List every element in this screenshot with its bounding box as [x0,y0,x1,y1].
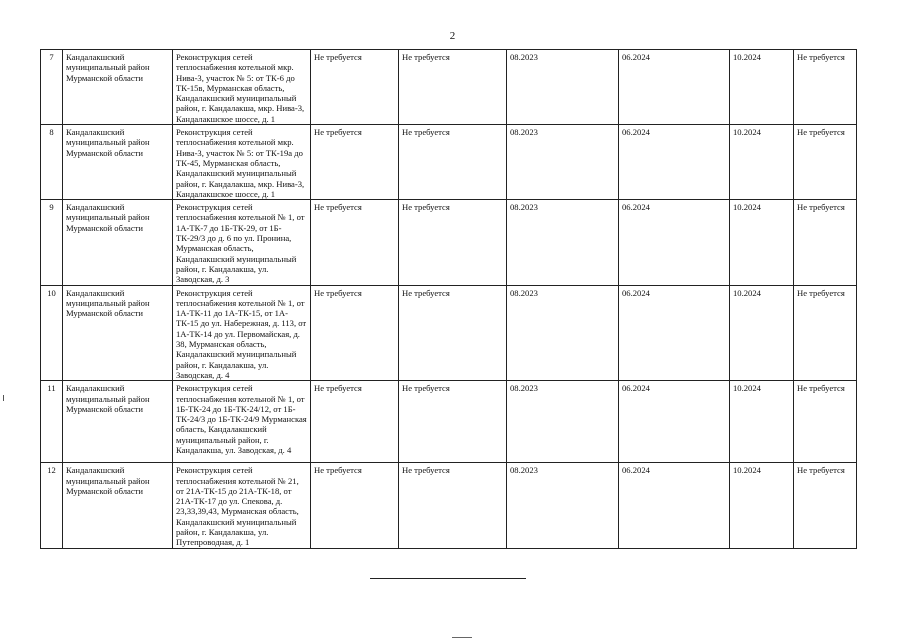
status-cell: Не требуется [311,125,399,200]
date-cell: 10.2024 [730,285,794,381]
page-number: 2 [449,30,456,42]
status-cell: Не требуется [311,381,399,463]
status-cell: Не требуется [794,285,857,381]
object-cell: Реконструкция сетей теплоснабжения котельной № 21, от 21А-ТК-15 до 21А-ТК-18, от 21А-ТК-17 до ул. Спекова, д. 23,33,39,43, Мурманская область, Кандалакшский муниципальный район, г. Кандалакша, ул. Путепроводная, д. 1 [173,463,311,548]
object-cell: Реконструкция сетей теплоснабжения котельной мкр. Нива-3, участок № 5: от ТК-19а до ТК-45, Мурманская область, Кандалакшский муниципальный район, г. Кандалакша, мкр. Нива-3, Кандалакшское шоссе, д. 1 [173,125,311,200]
status-cell: Не требуется [399,50,507,125]
status-cell: Не требуется [794,125,857,200]
municipality-cell: Кандалакшский муниципальный район Мурманской области [63,200,173,285]
status-cell: Не требуется [399,200,507,285]
status-cell: Не требуется [399,125,507,200]
object-cell: Реконструкция сетей теплоснабжения котельной № 1, от 1А-ТК-11 до 1А-ТК-15, от 1А-ТК-15 до ул. Набережная, д. 113, от 1А-ТК-14 до ул. Первомайская, д. 38, Мурманская область, Кандалакшский муниципальный район, г. Кандалакша, ул. Заводская, д. 4 [173,285,311,381]
row-number: 9 [41,200,63,285]
date-cell: 10.2024 [730,125,794,200]
date-cell: 10.2024 [730,381,794,463]
date-cell: 06.2024 [619,463,730,548]
footer-rule [370,578,526,579]
status-cell: Не требуется [794,200,857,285]
table-row [41,50,857,125]
date-cell: 08.2023 [507,285,619,381]
status-cell: Не требуется [399,381,507,463]
municipality-cell: Кандалакшский муниципальный район Мурманской области [63,285,173,381]
date-cell: 08.2023 [507,381,619,463]
schedule-table [40,49,857,549]
row-number: 7 [41,50,63,125]
status-cell: Не требуется [399,463,507,548]
row-number: 11 [41,381,63,463]
table-row [41,125,857,200]
date-cell: 08.2023 [507,200,619,285]
date-cell: 08.2023 [507,125,619,200]
date-cell: 08.2023 [507,50,619,125]
municipality-cell: Кандалакшский муниципальный район Мурманской области [63,50,173,125]
status-cell: Не требуется [794,463,857,548]
status-cell: Не требуется [794,381,857,463]
status-cell: Не требуется [794,50,857,125]
table-row [41,463,857,548]
status-cell: Не требуется [311,463,399,548]
date-cell: 10.2024 [730,200,794,285]
date-cell: 06.2024 [619,381,730,463]
object-cell: Реконструкция сетей теплоснабжения котельной № 1, от 1А-ТК-7 до 1Б-ТК-29, от 1Б-ТК-29/3 до д. 6 по ул. Пронина, Мурманская область, Кандалакшский муниципальный район, г. Кандалакша, ул. Заводская, д. 3 [173,200,311,285]
municipality-cell: Кандалакшский муниципальный район Мурманской области [63,125,173,200]
margin-mark [3,395,4,401]
object-cell: Реконструкция сетей теплоснабжения котельной № 1, от 1Б-ТК-24 до 1Б-ТК-24/12, от 1Б-ТК-24/3 до 1Б-ТК-24/9 Мурманская область, Кандалакшский муниципальный район, г. Кандалакша, ул. Заводская, д. 4 [173,381,311,463]
date-cell: 10.2024 [730,463,794,548]
table-row [41,381,857,463]
date-cell: 08.2023 [507,463,619,548]
object-cell: Реконструкция сетей теплоснабжения котельной мкр. Нива-3, участок № 5: от ТК-6 до ТК-15в, Мурманская область, Кандалакшский муниципальный район, г. Кандалакша, мкр. Нива-3, Кандалакшское шоссе, д. 1 [173,50,311,125]
status-cell: Не требуется [311,200,399,285]
status-cell: Не требуется [311,285,399,381]
date-cell: 06.2024 [619,285,730,381]
municipality-cell: Кандалакшский муниципальный район Мурманской области [63,463,173,548]
row-number: 8 [41,125,63,200]
table-row [41,285,857,381]
date-cell: 10.2024 [730,50,794,125]
date-cell: 06.2024 [619,200,730,285]
date-cell: 06.2024 [619,50,730,125]
table-row [41,200,857,285]
status-cell: Не требуется [399,285,507,381]
bottom-edge-mark [452,637,472,641]
row-number: 10 [41,285,63,381]
date-cell: 06.2024 [619,125,730,200]
municipality-cell: Кандалакшский муниципальный район Мурманской области [63,381,173,463]
status-cell: Не требуется [311,50,399,125]
row-number: 12 [41,463,63,548]
